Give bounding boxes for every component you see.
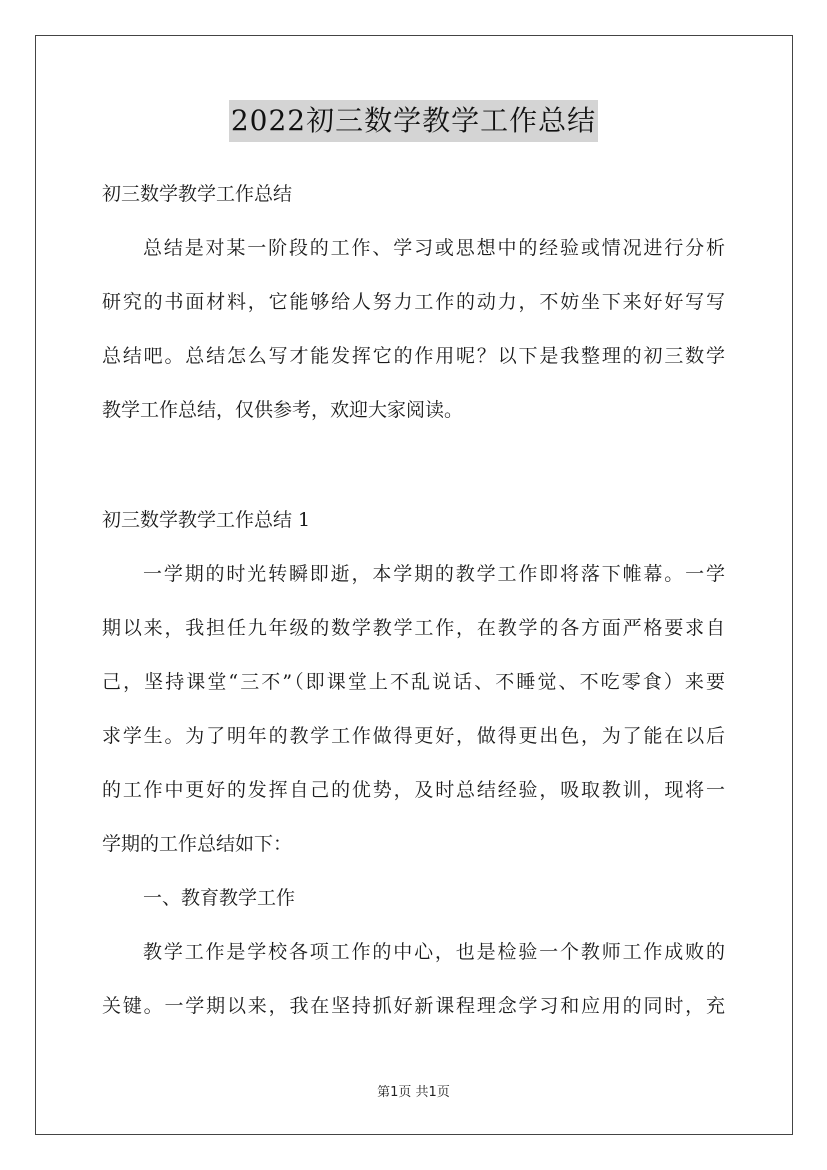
intro-line-3[interactable]: 总结吧。总结怎么写才能发挥它的作用呢？以下是我整理的初三数学 [102,345,725,367]
title-container [0,100,827,142]
sub-heading[interactable]: 一、教育教学工作 [143,887,296,909]
para1-line-1[interactable]: 一学期的时光转瞬即逝，本学期的教学工作即将落下帷幕。一学 [143,563,725,585]
para2-line-2[interactable]: 关键。一学期以来，我在坚持抓好新课程理念学习和应用的同时，充 [102,995,725,1017]
intro-line-1[interactable]: 总结是对某一阶段的工作、学习或思想中的经验或情况进行分析 [143,237,725,259]
para1-line-2[interactable]: 期以来，我担任九年级的数学教学工作，在教学的各方面严格要求自 [102,617,725,639]
para1-line-6[interactable]: 学期的工作总结如下： [102,833,293,855]
para1-line-5[interactable]: 的工作中更好的发挥自己的优势，及时总结经验，吸取教训，现将一 [102,779,725,801]
subtitle[interactable]: 初三数学教学工作总结 [102,183,293,205]
para1-line-4[interactable]: 求学生。为了明年的教学工作做得更好，做得更出色，为了能在以后 [102,725,725,747]
para2-line-1[interactable]: 教学工作是学校各项工作的中心，也是检验一个教师工作成败的 [143,941,725,963]
intro-line-2[interactable]: 研究的书面材料，它能够给人努力工作的动力，不妨坐下来好好写写 [102,291,725,313]
section-heading[interactable]: 初三数学教学工作总结 1 [102,509,311,531]
para1-line-3[interactable]: 己，坚持课堂“三不”（即课堂上不乱说话、不睡觉、不吃零食）来要 [102,671,725,693]
document-title[interactable]: 2022初三数学教学工作总结 [229,100,598,142]
intro-line-4[interactable]: 教学工作总结，仅供参考，欢迎大家阅读。 [102,399,464,421]
page-footer: 第1页 共1页 [377,1085,450,1100]
